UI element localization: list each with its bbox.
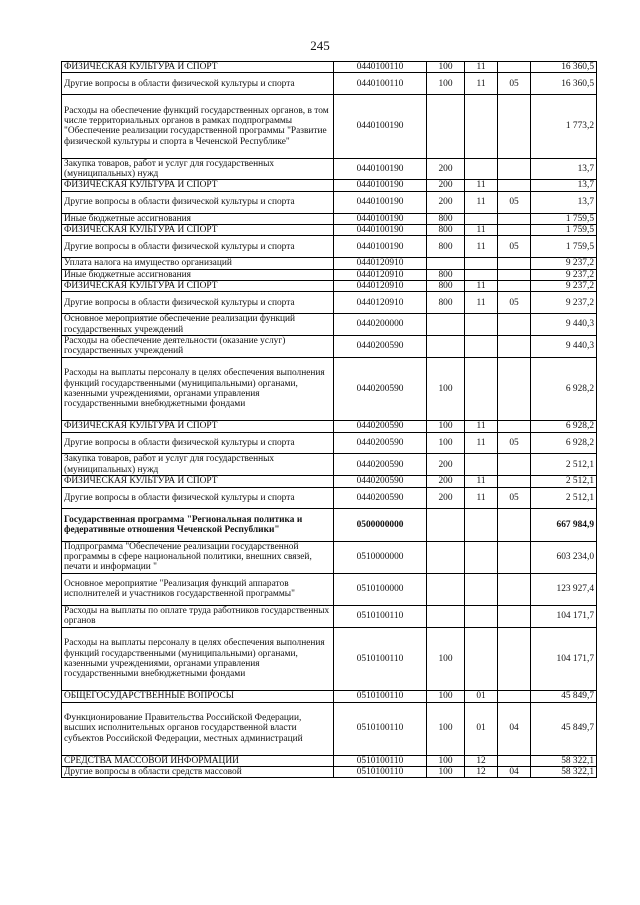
cell-subsection: 05 [498,236,531,258]
cell-amount: 16 360,5 [531,73,597,95]
cell-target-code: 0440100110 [334,62,427,73]
cell-amount: 13,7 [531,158,597,180]
cell-expense-type: 100 [427,62,465,73]
cell-name: Уплата налога на имущество организаций [62,258,334,269]
cell-name: Другие вопросы в области физической культуры и спорта [62,292,334,314]
cell-amount: 13,7 [531,191,597,213]
table-row [62,755,597,766]
cell-name: ФИЗИЧЕСКАЯ КУЛЬТУРА И СПОРТ [62,476,334,487]
cell-target-code: 0440100190 [334,95,427,158]
cell-section [465,269,498,280]
cell-section [465,158,498,180]
cell-subsection [498,755,531,766]
cell-expense-type: 800 [427,236,465,258]
cell-target-code: 0440120910 [334,292,427,314]
cell-expense-type [427,606,465,628]
cell-expense-type: 200 [427,158,465,180]
table-row [62,606,597,628]
cell-expense-type: 100 [427,767,465,778]
cell-name: Расходы на выплаты персоналу в целях обеспечения выполнения функций государственными (муниципальными) органами, казенными учреждениями, органами управления государственными внебюджетными фондами [62,357,334,420]
cell-section [465,357,498,420]
cell-amount: 9 440,3 [531,336,597,358]
cell-name: Иные бюджетные ассигнования [62,269,334,280]
cell-amount: 104 171,7 [531,627,597,690]
cell-name: Другие вопросы в области физической культуры и спорта [62,73,334,95]
table-row [62,357,597,420]
cell-target-code: 0440200590 [334,357,427,420]
cell-amount: 16 360,5 [531,62,597,73]
cell-amount: 45 849,7 [531,702,597,755]
table-row [62,767,597,778]
cell-section: 01 [465,702,498,755]
cell-expense-type: 100 [427,432,465,454]
cell-amount: 6 928,2 [531,432,597,454]
cell-amount: 667 984,9 [531,509,597,541]
cell-amount: 9 237,2 [531,258,597,269]
table-row [62,213,597,224]
cell-section: 01 [465,691,498,702]
cell-name: Государственная программа "Региональная политика и федеративные отношения Чеченской Республики" [62,509,334,541]
cell-subsection [498,509,531,541]
cell-expense-type: 200 [427,180,465,191]
cell-name: Функционирование Правительства Российской Федерации, высших исполнительных органов государственной власти субъектов Российской Федерации, местных администраций [62,702,334,755]
cell-name: СРЕДСТВА МАССОВОЙ ИНФОРМАЦИИ [62,755,334,766]
cell-expense-type: 200 [427,487,465,509]
cell-name: Основное мероприятие "Реализация функций аппаратов исполнителей и участников государственной программы" [62,573,334,605]
cell-target-code: 0440100190 [334,180,427,191]
cell-amount: 9 237,2 [531,292,597,314]
table-row [62,258,597,269]
cell-subsection [498,606,531,628]
cell-subsection [498,573,531,605]
cell-target-code: 0440100190 [334,158,427,180]
cell-section [465,336,498,358]
cell-subsection [498,225,531,236]
cell-amount: 13,7 [531,180,597,191]
cell-section: 11 [465,62,498,73]
cell-section: 12 [465,767,498,778]
cell-name: Другие вопросы в области физической культуры и спорта [62,191,334,213]
cell-expense-type: 100 [427,421,465,432]
cell-target-code: 0510100000 [334,573,427,605]
cell-subsection: 05 [498,432,531,454]
cell-expense-type: 100 [427,702,465,755]
cell-subsection [498,421,531,432]
cell-section: 11 [465,73,498,95]
cell-name: ФИЗИЧЕСКАЯ КУЛЬТУРА И СПОРТ [62,180,334,191]
table-row [62,702,597,755]
cell-section: 11 [465,225,498,236]
cell-subsection [498,314,531,336]
cell-subsection [498,691,531,702]
table-row [62,281,597,292]
cell-section [465,627,498,690]
table-row [62,236,597,258]
cell-subsection [498,62,531,73]
cell-section [465,314,498,336]
cell-name: Другие вопросы в области физической культуры и спорта [62,432,334,454]
table-row [62,191,597,213]
cell-section [465,95,498,158]
cell-amount: 58 322,1 [531,767,597,778]
cell-section: 11 [465,476,498,487]
cell-subsection [498,269,531,280]
cell-expense-type: 800 [427,225,465,236]
cell-amount: 6 928,2 [531,357,597,420]
cell-target-code: 0510100110 [334,627,427,690]
cell-subsection [498,627,531,690]
cell-expense-type [427,258,465,269]
cell-subsection [498,336,531,358]
cell-section: 11 [465,180,498,191]
cell-name: Другие вопросы в области физической культуры и спорта [62,487,334,509]
cell-subsection [498,180,531,191]
cell-amount: 1 773,2 [531,95,597,158]
table-row [62,487,597,509]
cell-name: Расходы на обеспечение деятельности (оказание услуг) государственных учреждений [62,336,334,358]
cell-amount: 1 759,5 [531,236,597,258]
cell-expense-type: 200 [427,454,465,476]
cell-subsection [498,281,531,292]
table-row [62,269,597,280]
cell-section: 11 [465,487,498,509]
cell-target-code: 0440100190 [334,236,427,258]
cell-section [465,509,498,541]
cell-subsection [498,476,531,487]
cell-name: ОБЩЕГОСУДАРСТВЕННЫЕ ВОПРОСЫ [62,691,334,702]
cell-amount: 2 512,1 [531,454,597,476]
cell-target-code: 0440120910 [334,281,427,292]
cell-name: Другие вопросы в области физической культуры и спорта [62,236,334,258]
table-row [62,476,597,487]
cell-amount: 603 234,0 [531,541,597,573]
cell-section: 12 [465,755,498,766]
cell-name: Основное мероприятие обеспечение реализации функций государственных учреждений [62,314,334,336]
cell-name: Расходы на выплаты по оплате труда работников государственных органов [62,606,334,628]
cell-amount: 123 927,4 [531,573,597,605]
cell-name: Иные бюджетные ассигнования [62,213,334,224]
cell-amount: 1 759,5 [531,213,597,224]
cell-subsection: 05 [498,191,531,213]
cell-expense-type: 100 [427,357,465,420]
cell-subsection: 05 [498,73,531,95]
cell-target-code: 0440100190 [334,191,427,213]
cell-section [465,454,498,476]
cell-subsection [498,213,531,224]
cell-amount: 9 237,2 [531,281,597,292]
cell-section: 11 [465,236,498,258]
cell-expense-type [427,336,465,358]
cell-target-code: 0440200590 [334,476,427,487]
table-row [62,509,597,541]
cell-target-code: 0440120910 [334,269,427,280]
cell-subsection [498,454,531,476]
cell-section [465,213,498,224]
cell-target-code: 0440200590 [334,421,427,432]
cell-section [465,573,498,605]
cell-section: 11 [465,432,498,454]
cell-target-code: 0510000000 [334,541,427,573]
table-row [62,573,597,605]
cell-subsection: 05 [498,292,531,314]
cell-section: 11 [465,292,498,314]
cell-name: ФИЗИЧЕСКАЯ КУЛЬТУРА И СПОРТ [62,281,334,292]
cell-target-code: 0510100110 [334,755,427,766]
cell-section: 11 [465,421,498,432]
cell-target-code: 0440100190 [334,225,427,236]
cell-name: Закупка товаров, работ и услуг для государственных (муниципальных) нужд [62,158,334,180]
cell-name: ФИЗИЧЕСКАЯ КУЛЬТУРА И СПОРТ [62,225,334,236]
cell-target-code: 0440100190 [334,213,427,224]
table-row [62,62,597,73]
cell-expense-type: 800 [427,213,465,224]
cell-expense-type [427,95,465,158]
cell-amount: 2 512,1 [531,476,597,487]
cell-section: 11 [465,281,498,292]
cell-amount: 45 849,7 [531,691,597,702]
cell-expense-type [427,573,465,605]
cell-subsection [498,258,531,269]
cell-name: Подпрограмма "Обеспечение реализации государственной программы в сфере национальной политики, внешних связей, печати и информации " [62,541,334,573]
cell-name: Другие вопросы в области средств массовой [62,767,334,778]
table-row [62,95,597,158]
cell-name: ФИЗИЧЕСКАЯ КУЛЬТУРА И СПОРТ [62,62,334,73]
cell-amount: 58 322,1 [531,755,597,766]
cell-subsection [498,357,531,420]
cell-target-code: 0440100110 [334,73,427,95]
table-row [62,225,597,236]
cell-section [465,606,498,628]
cell-amount: 9 440,3 [531,314,597,336]
cell-expense-type: 200 [427,191,465,213]
cell-expense-type: 100 [427,755,465,766]
cell-amount: 1 759,5 [531,225,597,236]
cell-expense-type: 100 [427,627,465,690]
cell-expense-type [427,314,465,336]
table-row [62,421,597,432]
table-row [62,314,597,336]
cell-name: ФИЗИЧЕСКАЯ КУЛЬТУРА И СПОРТ [62,421,334,432]
cell-amount: 2 512,1 [531,487,597,509]
cell-subsection: 05 [498,487,531,509]
table-row [62,73,597,95]
table-row [62,292,597,314]
cell-name: Закупка товаров, работ и услуг для государственных (муниципальных) нужд [62,454,334,476]
budget-table-body [62,62,597,778]
cell-expense-type: 800 [427,269,465,280]
table-row [62,158,597,180]
budget-table [61,61,597,778]
cell-subsection [498,541,531,573]
page-number: 245 [310,38,330,53]
cell-subsection [498,95,531,158]
cell-target-code: 0440200590 [334,432,427,454]
cell-target-code: 0510100110 [334,767,427,778]
table-row [62,454,597,476]
cell-target-code: 0500000000 [334,509,427,541]
cell-target-code: 0440200590 [334,454,427,476]
cell-name: Расходы на обеспечение функций государственных органов, в том числе территориальных органов в рамках подпрограммы "Обеспечение реализации государственной программы "Развитие физической культуры и спорта в Чеченской Республике" [62,95,334,158]
cell-expense-type: 200 [427,476,465,487]
table-row [62,541,597,573]
table-row [62,691,597,702]
cell-subsection: 04 [498,767,531,778]
table-row [62,432,597,454]
cell-expense-type [427,509,465,541]
cell-subsection: 04 [498,702,531,755]
cell-section [465,541,498,573]
cell-section [465,258,498,269]
cell-expense-type: 100 [427,691,465,702]
table-row [62,336,597,358]
cell-target-code: 0510100110 [334,702,427,755]
cell-section: 11 [465,191,498,213]
table-row [62,627,597,690]
cell-target-code: 0510100110 [334,606,427,628]
cell-subsection [498,158,531,180]
cell-target-code: 0440120910 [334,258,427,269]
cell-expense-type: 100 [427,73,465,95]
cell-amount: 104 171,7 [531,606,597,628]
cell-expense-type: 800 [427,292,465,314]
cell-target-code: 0440200000 [334,314,427,336]
cell-target-code: 0440200590 [334,487,427,509]
cell-target-code: 0510100110 [334,691,427,702]
cell-expense-type [427,541,465,573]
table-row [62,180,597,191]
cell-name: Расходы на выплаты персоналу в целях обеспечения выполнения функций государственными (муниципальными) органами, казенными учреждениями, органами управления государственными внебюджетными фондами [62,627,334,690]
cell-expense-type: 800 [427,281,465,292]
cell-amount: 9 237,2 [531,269,597,280]
cell-target-code: 0440200590 [334,336,427,358]
cell-amount: 6 928,2 [531,421,597,432]
